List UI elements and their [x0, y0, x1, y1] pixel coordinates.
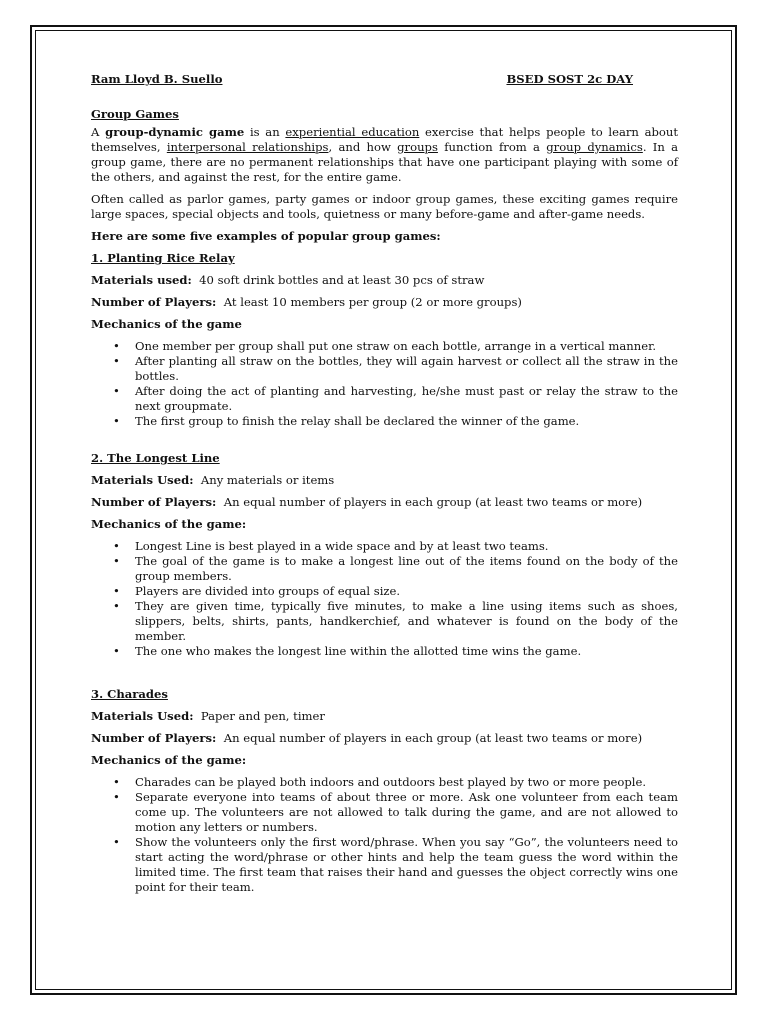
list-item: • Players are divided into groups of equal size. [135, 584, 678, 599]
link-groups[interactable]: groups [397, 140, 438, 154]
header [91, 72, 678, 87]
players-field: Number of Players: An equal number of players in each group (at least two teams or more) [91, 731, 643, 745]
examples-heading: Here are some five examples of popular group games: [91, 229, 441, 243]
list-item: • Separate everyone into teams of about three or more. Ask one volunteer from each team come up. The volunteers are not allowed to talk during the game, and are not allowed to motion any letters or numbers. [135, 790, 678, 835]
list-item: • They are given time, typically five minutes, to make a line using items such as shoes, slippers, belts, shirts, pants, handkerchief, and whatever is found on the body of the member. [135, 599, 678, 644]
mechanics-heading: Mechanics of the game [91, 317, 242, 331]
list-item: • The first group to finish the relay shall be declared the winner of the game. [135, 414, 678, 429]
list-item: • After doing the act of planting and harvesting, he/she must past or relay the straw to the next groupmate. [135, 384, 678, 414]
intro-paragraph-2: Often called as parlor games, party games or indoor group games, these exciting games require large spaces, special objects and tools, quietness or many before-game and after-game needs. [91, 192, 678, 221]
intro-paragraph-1: A group-dynamic game is an experiential education exercise that helps people to learn about themselves, interpersonal relationships, and how groups function from a group dynamics. In a group game, there are no permanent relationships that have one participant playing with some of the others, and against the rest, for the entire game. [91, 125, 679, 184]
materials-field: Materials Used: Paper and pen, timer [91, 709, 325, 723]
mechanics-heading: Mechanics of the game: [91, 753, 247, 767]
list-item: • One member per group shall put one straw on each bottle, arrange in a vertical manner. [135, 339, 678, 354]
mechanics-heading: Mechanics of the game: [91, 517, 247, 531]
section-charades [91, 687, 678, 895]
list-item: • Charades can be played both indoors and outdoors best played by two or more people. [135, 775, 678, 790]
players-field: Number of Players: At least 10 members per group (2 or more groups) [91, 295, 522, 309]
list-item: • The goal of the game is to make a longest line out of the items found on the body of the group members. [135, 554, 678, 584]
section-title: 3. Charades [91, 687, 168, 701]
link-group-dynamics[interactable]: group dynamics [546, 140, 643, 154]
materials-field: Materials used: 40 soft drink bottles and at least 30 pcs of straw [91, 273, 485, 287]
author-name: Ram Lloyd B. Suello [91, 72, 223, 86]
link-interpersonal-relationships[interactable]: interpersonal relationships [166, 140, 329, 154]
link-experiential-education[interactable]: experiential education [285, 125, 420, 139]
list-item: • After planting all straw on the bottles, they will again harvest or collect all the straw in the bottles. [135, 354, 678, 384]
course-label: BSED SOST 2c DAY [506, 72, 633, 86]
mechanics-list [91, 339, 678, 429]
mechanics-list [91, 539, 678, 659]
section-planting-rice-relay [91, 251, 678, 429]
list-item: • Longest Line is best played in a wide space and by at least two teams. [135, 539, 678, 554]
section-title: 2. The Longest Line [91, 451, 220, 465]
materials-field: Materials Used: Any materials or items [91, 473, 335, 487]
document-content [91, 72, 678, 895]
mechanics-list [91, 775, 678, 895]
list-item: • Show the volunteers only the first word/phrase. When you say “Go”, the volunteers need to start acting the word/phrase or other hints and help the team guess the word within the limited time. The first team that raises their hand and guesses the object correctly wins one point for their team. [135, 835, 678, 895]
document-title: Group Games [91, 107, 179, 121]
list-item: • The one who makes the longest line within the allotted time wins the game. [135, 644, 678, 659]
section-longest-line [91, 451, 678, 659]
section-title: 1. Planting Rice Relay [91, 251, 235, 265]
players-field: Number of Players: An equal number of players in each group (at least two teams or more) [91, 495, 643, 509]
